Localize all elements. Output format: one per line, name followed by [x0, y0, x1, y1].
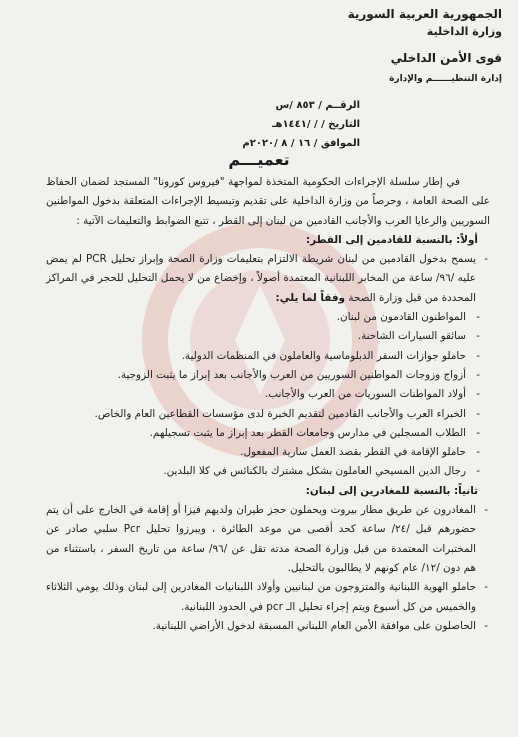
list-item: - الحاصلون على موافقة الأمن العام اللبناني المسبقة لدخول الأراضي اللبنانية.	[46, 617, 490, 636]
intro-paragraph: في إطار سلسلة الإجراءات الحكومية المتخذة لمواجهة "فيروس كورونا" المستجد لضمان الحفاظ على الصحة العامة ، وحرصاً من وزارة الداخلية على تقديم وتبسيط الإجراءات المتعلقة بدخول المواطنين السوريين والرعايا العرب والأجانب القادمين من لبنان إلى القطر ، تتبع الضوابط والتعليمات الآتية :	[46, 176, 490, 227]
list-item: - المغادرون عن طريق مطار بيروت ويحملون حجز طيران ولديهم فيزا أو إقامة في الخارج على أن يتم حضورهم قبل /٢٤/ ساعة كحد أقصى من موعد الطائرة ، ويبرزوا تحليل Pcr سلبي صادر عن المختبرات المعتمدة من قبل وزارة الصحة مدته تقل عن /٩٦/ ساعة من تاريخ السفر ، باستثناء من هم دون /١٢/ عام كونهم لا يطالبون بالتحليل.	[46, 501, 490, 578]
reference-number: الرقــم / ٨٥٣ /س	[275, 100, 360, 111]
list-item: - أزواج وزوجات المواطنين السوريين من العرب والأجانب بعد إبراز ما يثبت الزوجية.	[46, 366, 490, 385]
letterhead-country: الجمهورية العربية السورية	[347, 7, 502, 21]
list-item: - حاملو الهوية اللبنانية والمتزوجون من لبنانيين وأولاد اللبنانيات المغادرين إلى لبنان وذلك يومي الثلاثاء والخميس من كل أسبوع ويتم إجراء تحليل الـ pcr في الحدود اللبنانية.	[46, 578, 490, 617]
list-item: - سائقو السيارات الشاحنة.	[46, 327, 490, 346]
list-item: - رجال الدين المسيحي العاملون بشكل مشترك بالكنائس في كلا البلدين.	[46, 462, 490, 481]
reference-block	[160, 96, 360, 153]
list-item: - أولاد المواطنات السوريات من العرب والأجانب.	[46, 385, 490, 404]
list-item: - حاملو الإقامة في القطر بقصد العمل سارية المفعول.	[46, 443, 490, 462]
letterhead-ministry: وزارة الداخلية	[426, 25, 502, 38]
letterhead-force: قوى الأمن الداخلي	[390, 51, 502, 65]
document-title: تعميـــم	[228, 150, 290, 169]
document-body	[46, 173, 490, 636]
section-2-heading: ثانياً: بالنسبة للمغادرين إلى لبنان:	[305, 484, 478, 497]
list-item: - المواطنون القادمون من لبنان.	[46, 308, 490, 327]
reference-date-hijri: التاريخ / / /١٤٤١هـ	[272, 119, 360, 130]
section-1-heading: أولاً: بالنسبة للقادمين إلى القطر:	[306, 233, 478, 246]
section-1-text	[46, 250, 490, 308]
section-1-text-main: يسمح بدخول القادمين من لبنان شريطة الالتزام بتعليمات وزارة الصحة وإبراز تحليل PCR لم يمض عليه /٩٦/ ساعة من المخابر اللبنانية المعتمدة أصولاً ، وإخضاع من لا يحمل التحليل للحجر في المراكز المحددة من قبل وزارة الصحة	[46, 253, 476, 304]
list-item: - حاملو جوازات السفر الدبلوماسية والعاملون في المنظمات الدولية.	[46, 347, 490, 366]
letterhead	[348, 6, 502, 88]
letterhead-department: إدارة التنظيــــــم والإدارة	[389, 74, 502, 84]
list-item: - الخبراء العرب والأجانب القادمين لتقديم الخبرة لدى مؤسسات القطاعين العام والخاص.	[46, 405, 490, 424]
list-item: - الطلاب المسجلين في مدارس وجامعات القطر بعد إبراز ما يثبت تسجيلهم.	[46, 424, 490, 443]
reference-date-gregorian: الموافق / ١٦ / ٨ /٢٠٢٠م	[242, 138, 360, 149]
section-1-text-bold: وفقاً لما يلي:	[275, 291, 346, 304]
